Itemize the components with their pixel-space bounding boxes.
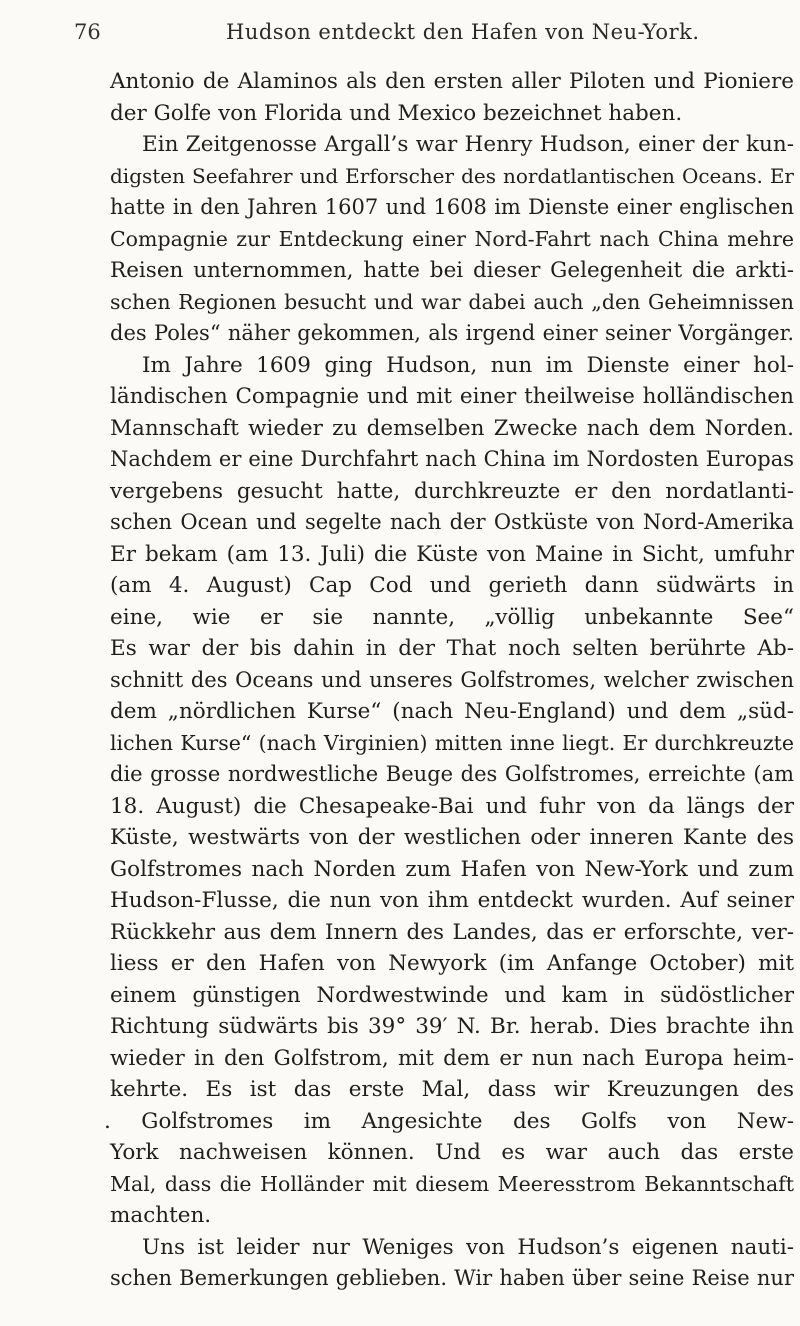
text-line: ländischen Compagnie und mit einer theilweise holländischen <box>110 384 794 409</box>
text-line: Nachdem er eine Durchfahrt nach China im Nordosten Europas <box>110 447 794 471</box>
text-line: Golfstromes nach Norden zum Hafen von New-York und zum <box>110 856 794 882</box>
text-line: Mannschaft wieder zu demselben Zwecke nach dem Norden. <box>110 415 794 441</box>
text-line: hatte in den Jahren 1607 und 1608 im Dienste einer englischen <box>110 195 794 219</box>
text-line: einem günstigen Nordwestwinde und kam in südöstlicher <box>110 982 794 1008</box>
text-line: des Poles“ näher gekommen, als irgend einer seiner Vorgänger. <box>110 321 794 345</box>
text-line: . Golfstromes im Angesichte des Golfs von New- <box>104 1108 794 1134</box>
text-line: schnitt des Oceans und unseres Golfstromes, welcher zwischen <box>110 667 794 692</box>
text-line: Ein Zeitgenosse Argall’s war Henry Hudson, einer der kun- <box>142 132 794 157</box>
text-line: dem „nördlichen Kurse“ (nach Neu-England) und dem „süd- <box>110 699 794 724</box>
text-line: Rückkehr aus dem Innern des Landes, das er erforschte, ver- <box>110 919 794 945</box>
text-line: schen Ocean und segelte nach der Ostküste von Nord-Amerika <box>110 510 794 534</box>
text-line: kehrte. Es ist das erste Mal, dass wir Kreuzungen des <box>110 1077 794 1102</box>
text-line: Es war der bis dahin in der That noch selten berührte Ab- <box>110 636 794 661</box>
text-line: Compagnie zur Entdeckung einer Nord-Fahrt nach China mehre <box>110 226 794 251</box>
text-line: Im Jahre 1609 ging Hudson, nun im Dienste einer hol- <box>142 352 794 378</box>
text-line: digsten Seefahrer und Erforscher des nordatlantischen Oceans. Er <box>110 163 794 188</box>
text-line: 18. August) die Chesapeake-Bai und fuhr von da längs der <box>110 793 794 819</box>
text-line: Antonio de Alaminos als den ersten aller Piloten und Pioniere <box>110 69 794 94</box>
page-header <box>74 20 724 50</box>
page-number: 76 <box>74 20 101 44</box>
text-line: Küste, westwärts von der westlichen oder inneren Kante des <box>110 825 794 850</box>
text-line: Hudson-Flusse, die nun von ihm entdeckt wurden. Auf seiner <box>110 888 794 913</box>
text-line: lichen Kurse“ (nach Virginien) mitten inne liegt. Er durchkreuzte <box>110 730 794 755</box>
text-line: schen Regionen besucht und war dabei auch „den Geheimnissen <box>110 289 794 314</box>
body-text <box>104 66 794 1295</box>
text-line: (am 4. August) Cap Cod und gerieth dann südwärts in <box>110 573 794 598</box>
text-line: Richtung südwärts bis 39° 39′ N. Br. herab. Dies brachte ihn <box>110 1014 794 1039</box>
text-line: Uns ist leider nur Weniges von Hudson’s eigenen nauti- <box>142 1234 794 1260</box>
text-line: wieder in den Golfstrom, mit dem er nun nach Europa heim- <box>110 1045 794 1071</box>
text-line: eine, wie er sie nannte, „völlig unbekannte See“ <box>110 604 794 630</box>
text-line: der Golfe von Florida und Mexico bezeichnet haben. <box>110 100 683 126</box>
text-line: Mal, dass die Holländer mit diesem Meeresstrom Bekanntschaft <box>110 1171 794 1196</box>
text-line: York nachweisen können. Und es war auch das erste <box>110 1140 794 1165</box>
text-line: Reisen unternommen, hatte bei dieser Gelegenheit die arkti- <box>110 258 794 283</box>
text-line: schen Bemerkungen geblieben. Wir haben über seine Reise nur <box>110 1266 794 1290</box>
text-line: vergebens gesucht hatte, durchkreuzte er den nordatlanti- <box>110 478 794 504</box>
running-head: Hudson entdeckt den Hafen von Neu-York. <box>226 20 700 44</box>
text-line: die grosse nordwestliche Beuge des Golfstromes, erreichte (am <box>110 762 794 786</box>
text-line: liess er den Hafen von Newyork (im Anfange October) mit <box>110 951 794 976</box>
text-line: machten. <box>110 1203 212 1228</box>
text-line: Er bekam (am 13. Juli) die Küste von Maine in Sicht, umfuhr <box>110 541 794 567</box>
